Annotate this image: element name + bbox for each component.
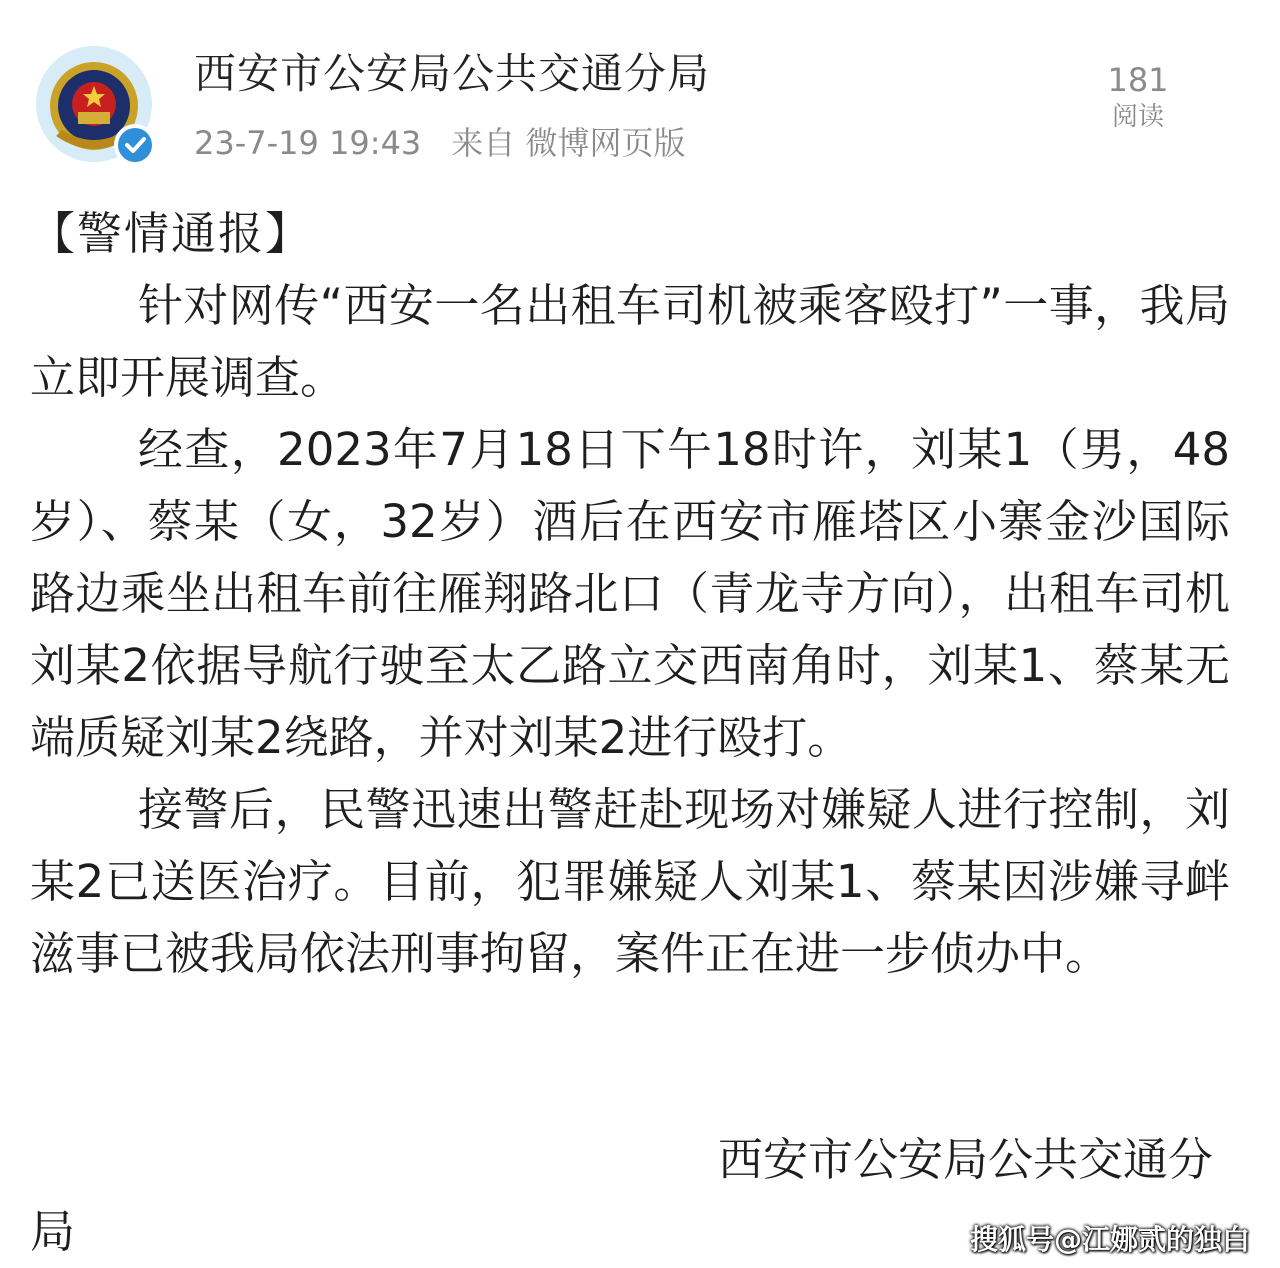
account-name[interactable]: 西安市公安局公共交通分局 [194, 49, 711, 98]
read-count: 181 [1107, 61, 1169, 99]
post-body [30, 198, 1230, 990]
notice-title: 【警情通报】 [30, 207, 313, 260]
post-header [0, 0, 1280, 190]
notice-paragraph-1: 针对网传“西安一名出租车司机被乘客殴打”一事，我局立即开展调查。 [30, 279, 1230, 404]
source-watermark: 搜狐号@江娜贰的独白 [969, 1223, 1250, 1256]
post-timestamp[interactable]: 23-7-19 19:43 [194, 124, 422, 162]
notice-signature: 西安市公安局公共交通分局 [30, 1133, 1214, 1258]
read-label: 阅读 [1111, 102, 1164, 132]
notice-paragraph-3: 接警后，民警迅速出警赶赴现场对嫌疑人进行控制，刘某2已送医治疗。目前，犯罪嫌疑人刘某1、蔡某因涉嫌寻衅滋事已被我局依法刑事拘留，案件正在进一步侦办中。 [30, 783, 1230, 980]
notice-paragraph-2: 经查，2023年7月18日下午18时许，刘某1（男，48岁）、蔡某（女，32岁）酒后在西安市雁塔区小寨金沙国际路边乘坐出租车前往雁翔路北口（青龙寺方向），出租车司机刘某2依据导航行驶至太乙路立交西南角时，刘某1、蔡某无端质疑刘某2绕路，并对刘某2进行殴打。 [30, 423, 1230, 764]
post-source: 来自 微博网页版 [451, 124, 686, 162]
read-counter [1106, 60, 1170, 134]
verified-badge-icon [117, 127, 153, 163]
verified-badge [114, 124, 156, 166]
post-meta [194, 118, 685, 168]
